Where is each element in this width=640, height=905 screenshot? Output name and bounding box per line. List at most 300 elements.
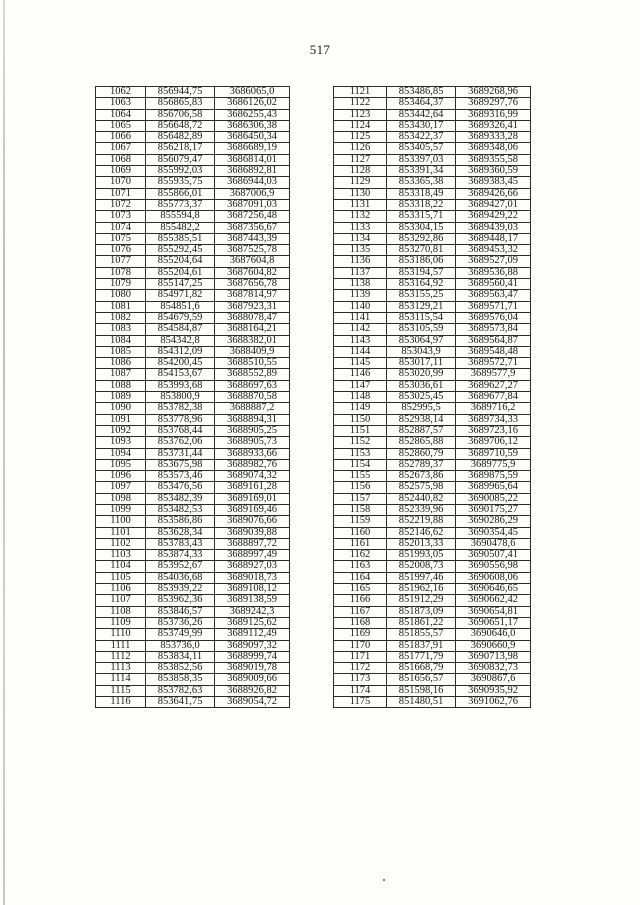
x-coordinate-cell: 855992,03: [146, 166, 215, 177]
x-coordinate-cell: 853025,45: [387, 392, 456, 403]
x-coordinate-cell: 853573,46: [146, 471, 215, 482]
table-row: [96, 448, 290, 459]
point-number-cell: 1098: [96, 493, 146, 504]
x-coordinate-cell: 853952,67: [146, 561, 215, 572]
point-number-cell: 1129: [334, 177, 387, 188]
y-coordinate-cell: 3690478,6: [456, 538, 531, 549]
x-coordinate-cell: 853482,39: [146, 493, 215, 504]
x-coordinate-cell: 856648,72: [146, 120, 215, 131]
point-number-cell: 1157: [334, 493, 387, 504]
point-number-cell: 1158: [334, 504, 387, 515]
table-row: [96, 177, 290, 188]
x-coordinate-cell: 853270,81: [387, 245, 456, 256]
x-coordinate-cell: 854036,68: [146, 572, 215, 583]
x-coordinate-cell: 853391,34: [387, 166, 456, 177]
point-number-cell: 1136: [334, 256, 387, 267]
x-coordinate-cell: 853476,56: [146, 482, 215, 493]
x-coordinate-cell: 855866,01: [146, 188, 215, 199]
point-number-cell: 1071: [96, 188, 146, 199]
point-number-cell: 1138: [334, 279, 387, 290]
point-number-cell: 1148: [334, 392, 387, 403]
y-coordinate-cell: 3689723,16: [456, 425, 531, 436]
table-row: [96, 437, 290, 448]
point-number-cell: 1087: [96, 369, 146, 380]
x-coordinate-cell: 853164,92: [387, 279, 456, 290]
table-row: [96, 245, 290, 256]
table-row: [334, 245, 531, 256]
y-coordinate-cell: 3690713,98: [456, 651, 531, 662]
x-coordinate-cell: 851855,57: [387, 629, 456, 640]
x-coordinate-cell: 851598,16: [387, 685, 456, 696]
point-number-cell: 1074: [96, 222, 146, 233]
point-number-cell: 1100: [96, 516, 146, 527]
point-number-cell: 1162: [334, 550, 387, 561]
x-coordinate-cell: 853422,37: [387, 132, 456, 143]
table-row: [96, 324, 290, 335]
table-row: [334, 324, 531, 335]
table-row: [334, 109, 531, 120]
table-row: [96, 504, 290, 515]
x-coordinate-cell: 853365,38: [387, 177, 456, 188]
x-coordinate-cell: 853628,34: [146, 527, 215, 538]
x-coordinate-cell: 852575,98: [387, 482, 456, 493]
point-number-cell: 1090: [96, 403, 146, 414]
y-coordinate-cell: 3687923,31: [215, 301, 290, 312]
scan-speck: [383, 879, 385, 881]
y-coordinate-cell: 3687604,82: [215, 267, 290, 278]
y-coordinate-cell: 3688897,72: [215, 538, 290, 549]
x-coordinate-cell: 856482,89: [146, 132, 215, 143]
x-coordinate-cell: 854851,6: [146, 301, 215, 312]
table-row: [334, 267, 531, 278]
coordinates-table-right-body: [334, 87, 531, 708]
x-coordinate-cell: 855204,64: [146, 256, 215, 267]
coordinates-table-left-body: [96, 87, 290, 708]
y-coordinate-cell: 3689427,01: [456, 199, 531, 210]
table-row: [96, 617, 290, 628]
x-coordinate-cell: 853939,22: [146, 584, 215, 595]
y-coordinate-cell: 3686450,34: [215, 132, 290, 143]
y-coordinate-cell: 3688999,74: [215, 651, 290, 662]
y-coordinate-cell: 3689775,9: [456, 459, 531, 470]
table-row: [96, 403, 290, 414]
point-number-cell: 1088: [96, 380, 146, 391]
point-number-cell: 1130: [334, 188, 387, 199]
point-number-cell: 1139: [334, 290, 387, 301]
y-coordinate-cell: 3690085,22: [456, 493, 531, 504]
y-coordinate-cell: 3689161,28: [215, 482, 290, 493]
y-coordinate-cell: 3689710,59: [456, 448, 531, 459]
point-number-cell: 1073: [96, 211, 146, 222]
table-row: [96, 561, 290, 572]
x-coordinate-cell: 853482,53: [146, 504, 215, 515]
table-row: [334, 584, 531, 595]
point-number-cell: 1065: [96, 120, 146, 131]
y-coordinate-cell: 3689074,32: [215, 471, 290, 482]
x-coordinate-cell: 856944,75: [146, 87, 215, 98]
point-number-cell: 1084: [96, 335, 146, 346]
x-coordinate-cell: 853768,44: [146, 425, 215, 436]
table-row: [96, 663, 290, 674]
point-number-cell: 1111: [96, 640, 146, 651]
point-number-cell: 1107: [96, 595, 146, 606]
table-row: [334, 301, 531, 312]
point-number-cell: 1132: [334, 211, 387, 222]
y-coordinate-cell: 3689527,09: [456, 256, 531, 267]
y-coordinate-cell: 3688926,82: [215, 685, 290, 696]
table-row: [96, 267, 290, 278]
x-coordinate-cell: 853783,43: [146, 538, 215, 549]
x-coordinate-cell: 851873,09: [387, 606, 456, 617]
table-row: [96, 516, 290, 527]
table-row: [334, 640, 531, 651]
x-coordinate-cell: 856218,17: [146, 143, 215, 154]
y-coordinate-cell: 3689125,62: [215, 617, 290, 628]
point-number-cell: 1094: [96, 448, 146, 459]
y-coordinate-cell: 3688870,58: [215, 392, 290, 403]
table-row: [334, 674, 531, 685]
x-coordinate-cell: 852865,88: [387, 437, 456, 448]
x-coordinate-cell: 853304,15: [387, 222, 456, 233]
table-row: [334, 425, 531, 436]
x-coordinate-cell: 853736,26: [146, 617, 215, 628]
point-number-cell: 1083: [96, 324, 146, 335]
point-number-cell: 1159: [334, 516, 387, 527]
table-row: [334, 154, 531, 165]
table-row: [96, 211, 290, 222]
point-number-cell: 1146: [334, 369, 387, 380]
point-number-cell: 1112: [96, 651, 146, 662]
point-number-cell: 1079: [96, 279, 146, 290]
y-coordinate-cell: 3690608,06: [456, 572, 531, 583]
x-coordinate-cell: 853586,86: [146, 516, 215, 527]
table-row: [334, 504, 531, 515]
point-number-cell: 1076: [96, 245, 146, 256]
table-row: [96, 538, 290, 549]
point-number-cell: 1064: [96, 109, 146, 120]
point-number-cell: 1081: [96, 301, 146, 312]
table-row: [96, 233, 290, 244]
y-coordinate-cell: 3690646,0: [456, 629, 531, 640]
x-coordinate-cell: 853962,36: [146, 595, 215, 606]
x-coordinate-cell: 852440,82: [387, 493, 456, 504]
point-number-cell: 1066: [96, 132, 146, 143]
x-coordinate-cell: 853292,86: [387, 233, 456, 244]
point-number-cell: 1067: [96, 143, 146, 154]
y-coordinate-cell: 3690286,29: [456, 516, 531, 527]
point-number-cell: 1082: [96, 312, 146, 323]
x-coordinate-cell: 855482,2: [146, 222, 215, 233]
x-coordinate-cell: 851997,46: [387, 572, 456, 583]
point-number-cell: 1110: [96, 629, 146, 640]
x-coordinate-cell: 853064,97: [387, 335, 456, 346]
x-coordinate-cell: 853834,11: [146, 651, 215, 662]
table-row: [334, 685, 531, 696]
table-row: [96, 120, 290, 131]
y-coordinate-cell: 3688382,01: [215, 335, 290, 346]
y-coordinate-cell: 3686306,38: [215, 120, 290, 131]
y-coordinate-cell: 3689563,47: [456, 290, 531, 301]
point-number-cell: 1069: [96, 166, 146, 177]
y-coordinate-cell: 3688510,55: [215, 358, 290, 369]
x-coordinate-cell: 851656,57: [387, 674, 456, 685]
table-row: [334, 120, 531, 131]
point-number-cell: 1152: [334, 437, 387, 448]
y-coordinate-cell: 3688164,21: [215, 324, 290, 335]
y-coordinate-cell: 3688078,47: [215, 312, 290, 323]
y-coordinate-cell: 3691062,76: [456, 697, 531, 708]
table-row: [334, 561, 531, 572]
x-coordinate-cell: 852938,14: [387, 414, 456, 425]
table-row: [96, 290, 290, 301]
y-coordinate-cell: 3689560,41: [456, 279, 531, 290]
x-coordinate-cell: 853800,9: [146, 392, 215, 403]
table-row: [96, 256, 290, 267]
y-coordinate-cell: 3689348,06: [456, 143, 531, 154]
y-coordinate-cell: 3689039,88: [215, 527, 290, 538]
y-coordinate-cell: 3689536,88: [456, 267, 531, 278]
y-coordinate-cell: 3690867,6: [456, 674, 531, 685]
y-coordinate-cell: 3689706,12: [456, 437, 531, 448]
x-coordinate-cell: 853036,61: [387, 380, 456, 391]
y-coordinate-cell: 3687656,78: [215, 279, 290, 290]
x-coordinate-cell: 853043,9: [387, 346, 456, 357]
x-coordinate-cell: 853430,17: [387, 120, 456, 131]
y-coordinate-cell: 3689297,76: [456, 98, 531, 109]
table-row: [96, 425, 290, 436]
table-row: [96, 358, 290, 369]
table-row: [334, 211, 531, 222]
point-number-cell: 1143: [334, 335, 387, 346]
y-coordinate-cell: 3686814,01: [215, 154, 290, 165]
point-number-cell: 1124: [334, 120, 387, 131]
x-coordinate-cell: 851480,51: [387, 697, 456, 708]
table-row: [334, 358, 531, 369]
y-coordinate-cell: 3690646,65: [456, 584, 531, 595]
table-row: [334, 233, 531, 244]
point-number-cell: 1154: [334, 459, 387, 470]
x-coordinate-cell: 855292,45: [146, 245, 215, 256]
point-number-cell: 1095: [96, 459, 146, 470]
table-row: [334, 290, 531, 301]
x-coordinate-cell: 855385,51: [146, 233, 215, 244]
point-number-cell: 1116: [96, 697, 146, 708]
page-number: 517: [309, 42, 331, 57]
x-coordinate-cell: 853749,99: [146, 629, 215, 640]
table-row: [96, 380, 290, 391]
table-row: [334, 651, 531, 662]
y-coordinate-cell: 3689076,66: [215, 516, 290, 527]
y-coordinate-cell: 3690832,73: [456, 663, 531, 674]
y-coordinate-cell: 3688905,73: [215, 437, 290, 448]
point-number-cell: 1131: [334, 199, 387, 210]
y-coordinate-cell: 3688997,49: [215, 550, 290, 561]
x-coordinate-cell: 856079,47: [146, 154, 215, 165]
y-coordinate-cell: 3689453,32: [456, 245, 531, 256]
table-row: [334, 572, 531, 583]
point-number-cell: 1167: [334, 606, 387, 617]
point-number-cell: 1092: [96, 425, 146, 436]
point-number-cell: 1174: [334, 685, 387, 696]
point-number-cell: 1141: [334, 312, 387, 323]
table-row: [334, 392, 531, 403]
x-coordinate-cell: 855935,75: [146, 177, 215, 188]
table-row: [96, 640, 290, 651]
x-coordinate-cell: 854312,09: [146, 346, 215, 357]
y-coordinate-cell: 3688905,25: [215, 425, 290, 436]
y-coordinate-cell: 3689268,96: [456, 87, 531, 98]
x-coordinate-cell: 852008,73: [387, 561, 456, 572]
x-coordinate-cell: 851993,05: [387, 550, 456, 561]
point-number-cell: 1155: [334, 471, 387, 482]
y-coordinate-cell: 3690507,41: [456, 550, 531, 561]
table-row: [334, 606, 531, 617]
x-coordinate-cell: 855204,61: [146, 267, 215, 278]
table-row: [96, 414, 290, 425]
point-number-cell: 1063: [96, 98, 146, 109]
table-row: [334, 437, 531, 448]
table-row: [334, 629, 531, 640]
y-coordinate-cell: 3689383,45: [456, 177, 531, 188]
x-coordinate-cell: 854971,82: [146, 290, 215, 301]
y-coordinate-cell: 3689242,3: [215, 606, 290, 617]
x-coordinate-cell: 851837,91: [387, 640, 456, 651]
x-coordinate-cell: 852860,79: [387, 448, 456, 459]
x-coordinate-cell: 852013,33: [387, 538, 456, 549]
table-row: [96, 471, 290, 482]
scan-page-edge: [3, 0, 5, 905]
point-number-cell: 1125: [334, 132, 387, 143]
table-row: [334, 188, 531, 199]
point-number-cell: 1104: [96, 561, 146, 572]
y-coordinate-cell: 3686944,03: [215, 177, 290, 188]
point-number-cell: 1172: [334, 663, 387, 674]
table-row: [334, 335, 531, 346]
table-row: [96, 87, 290, 98]
y-coordinate-cell: 3689548,48: [456, 346, 531, 357]
y-coordinate-cell: 3689097,32: [215, 640, 290, 651]
y-coordinate-cell: 3687814,97: [215, 290, 290, 301]
x-coordinate-cell: 852995,5: [387, 403, 456, 414]
point-number-cell: 1102: [96, 538, 146, 549]
point-number-cell: 1068: [96, 154, 146, 165]
x-coordinate-cell: 853020,99: [387, 369, 456, 380]
point-number-cell: 1077: [96, 256, 146, 267]
table-row: [96, 346, 290, 357]
point-number-cell: 1149: [334, 403, 387, 414]
table-row: [334, 132, 531, 143]
table-row: [334, 403, 531, 414]
point-number-cell: 1091: [96, 414, 146, 425]
table-row: [96, 550, 290, 561]
table-row: [96, 312, 290, 323]
point-number-cell: 1144: [334, 346, 387, 357]
point-number-cell: 1127: [334, 154, 387, 165]
table-row: [96, 572, 290, 583]
point-number-cell: 1128: [334, 166, 387, 177]
point-number-cell: 1099: [96, 504, 146, 515]
point-number-cell: 1160: [334, 527, 387, 538]
x-coordinate-cell: 853858,35: [146, 674, 215, 685]
y-coordinate-cell: 3686126,02: [215, 98, 290, 109]
y-coordinate-cell: 3688894,31: [215, 414, 290, 425]
table-row: [96, 335, 290, 346]
point-number-cell: 1150: [334, 414, 387, 425]
y-coordinate-cell: 3688552,89: [215, 369, 290, 380]
point-number-cell: 1163: [334, 561, 387, 572]
x-coordinate-cell: 853464,37: [387, 98, 456, 109]
point-number-cell: 1072: [96, 199, 146, 210]
table-row: [334, 471, 531, 482]
point-number-cell: 1062: [96, 87, 146, 98]
x-coordinate-cell: 851861,22: [387, 617, 456, 628]
point-number-cell: 1135: [334, 245, 387, 256]
point-number-cell: 1097: [96, 482, 146, 493]
y-coordinate-cell: 3690354,45: [456, 527, 531, 538]
point-number-cell: 1105: [96, 572, 146, 583]
table-row: [334, 617, 531, 628]
y-coordinate-cell: 3688927,03: [215, 561, 290, 572]
y-coordinate-cell: 3688697,63: [215, 380, 290, 391]
y-coordinate-cell: 3689316,99: [456, 109, 531, 120]
table-row: [334, 516, 531, 527]
table-row: [334, 199, 531, 210]
x-coordinate-cell: 853017,11: [387, 358, 456, 369]
y-coordinate-cell: 3687006,9: [215, 188, 290, 199]
y-coordinate-cell: 3688409,9: [215, 346, 290, 357]
x-coordinate-cell: 853315,71: [387, 211, 456, 222]
x-coordinate-cell: 853736,0: [146, 640, 215, 651]
y-coordinate-cell: 3689716,2: [456, 403, 531, 414]
y-coordinate-cell: 3689054,72: [215, 697, 290, 708]
point-number-cell: 1106: [96, 584, 146, 595]
table-row: [96, 459, 290, 470]
table-row: [96, 109, 290, 120]
point-number-cell: 1078: [96, 267, 146, 278]
x-coordinate-cell: 853641,75: [146, 697, 215, 708]
y-coordinate-cell: 3690660,9: [456, 640, 531, 651]
y-coordinate-cell: 3689112,49: [215, 629, 290, 640]
table-row: [96, 651, 290, 662]
y-coordinate-cell: 3687091,03: [215, 199, 290, 210]
point-number-cell: 1165: [334, 584, 387, 595]
x-coordinate-cell: 853778,96: [146, 414, 215, 425]
x-coordinate-cell: 851771,79: [387, 651, 456, 662]
x-coordinate-cell: 854679,59: [146, 312, 215, 323]
y-coordinate-cell: 3690651,17: [456, 617, 531, 628]
y-coordinate-cell: 3687443,39: [215, 233, 290, 244]
point-number-cell: 1080: [96, 290, 146, 301]
point-number-cell: 1070: [96, 177, 146, 188]
table-row: [96, 697, 290, 708]
point-number-cell: 1161: [334, 538, 387, 549]
point-number-cell: 1121: [334, 87, 387, 98]
y-coordinate-cell: 3688887,2: [215, 403, 290, 414]
point-number-cell: 1168: [334, 617, 387, 628]
y-coordinate-cell: 3689576,04: [456, 312, 531, 323]
y-coordinate-cell: 3687604,8: [215, 256, 290, 267]
point-number-cell: 1114: [96, 674, 146, 685]
point-number-cell: 1096: [96, 471, 146, 482]
point-number-cell: 1089: [96, 392, 146, 403]
table-row: [96, 166, 290, 177]
y-coordinate-cell: 3689429,22: [456, 211, 531, 222]
point-number-cell: 1142: [334, 324, 387, 335]
x-coordinate-cell: 853186,06: [387, 256, 456, 267]
x-coordinate-cell: 854584,87: [146, 324, 215, 335]
y-coordinate-cell: 3690662,42: [456, 595, 531, 606]
table-row: [96, 199, 290, 210]
